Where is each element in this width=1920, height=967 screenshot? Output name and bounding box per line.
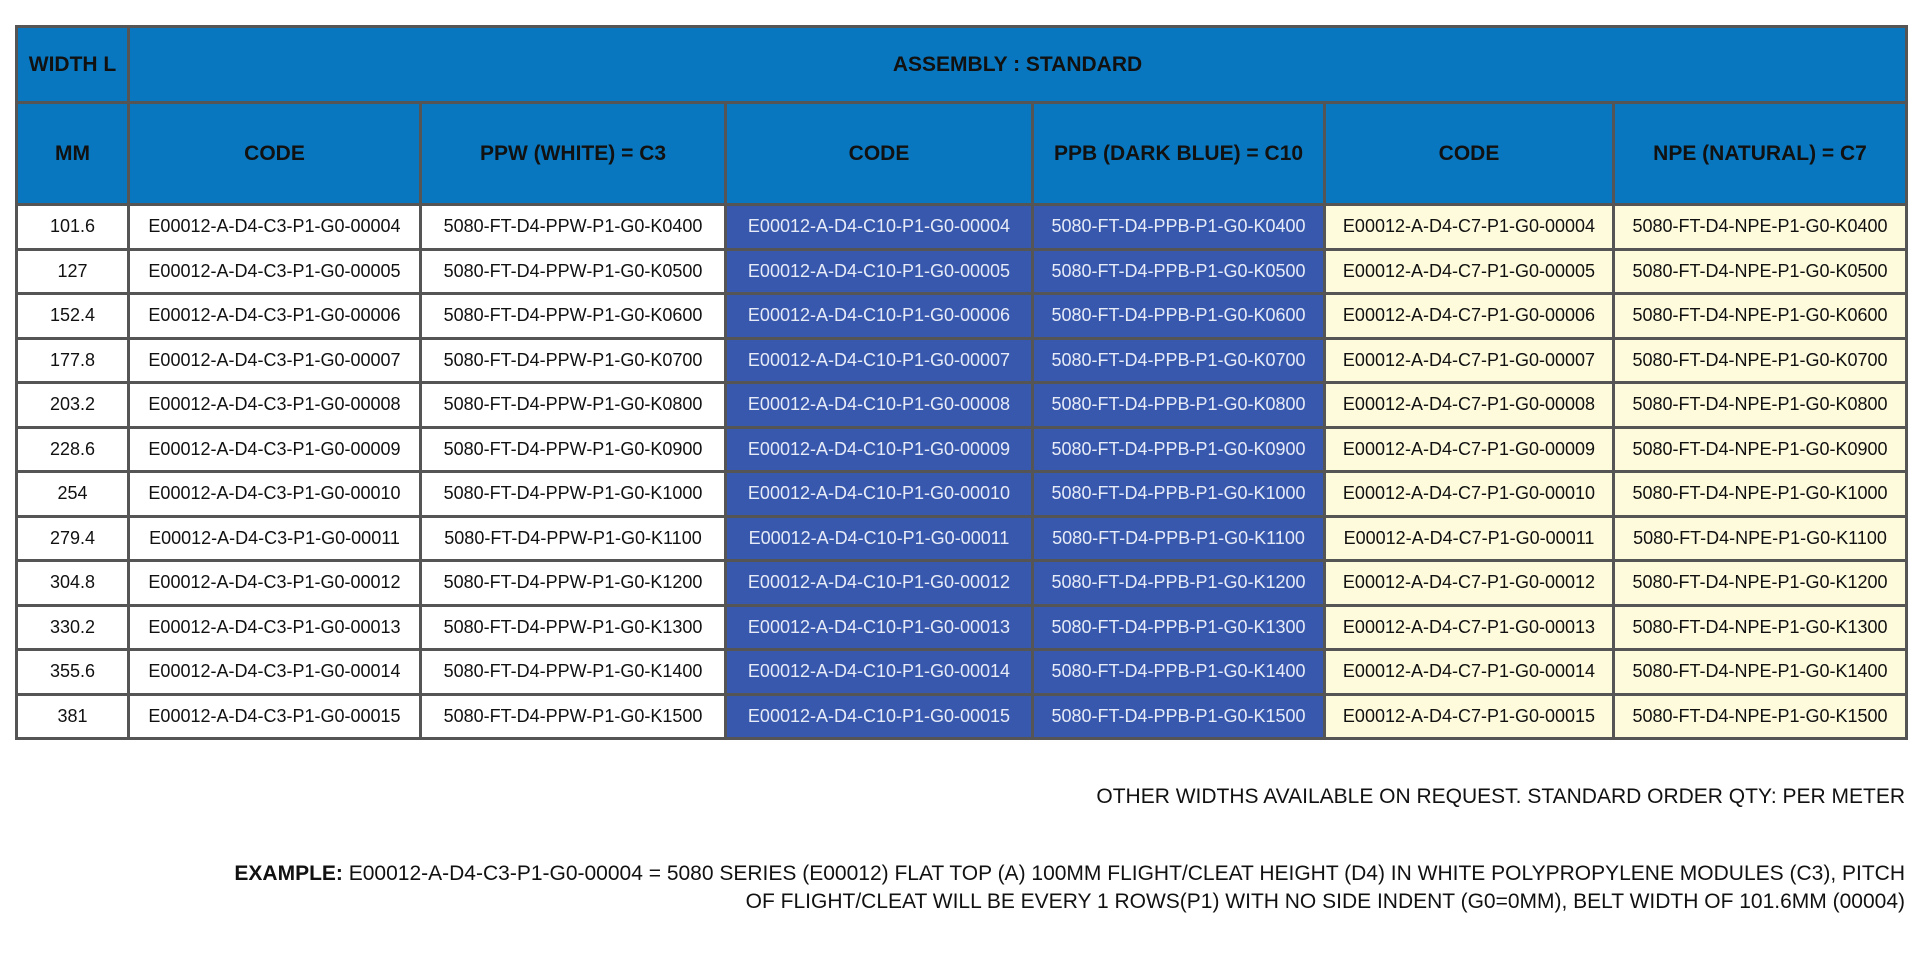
ppw-part-cell: 5080-FT-D4-PPW-P1-G0-K1400 [421,650,726,695]
table-row [17,338,1907,383]
ppb-part-cell: 5080-FT-D4-PPB-P1-G0-K1400 [1033,650,1325,695]
ppw-part-cell: 5080-FT-D4-PPW-P1-G0-K1100 [421,516,726,561]
natural-code-cell: E00012-A-D4-C7-P1-G0-00011 [1325,516,1614,561]
column-header-code-white: CODE [129,103,421,205]
table-row [17,383,1907,428]
assembly-header: ASSEMBLY : STANDARD [129,27,1907,103]
column-header-code-natural: CODE [1325,103,1614,205]
white-code-cell: E00012-A-D4-C3-P1-G0-00015 [129,694,421,739]
ppb-part-cell: 5080-FT-D4-PPB-P1-G0-K1100 [1033,516,1325,561]
blue-code-cell: E00012-A-D4-C10-P1-G0-00010 [726,472,1033,517]
white-code-cell: E00012-A-D4-C3-P1-G0-00005 [129,249,421,294]
ppb-part-cell: 5080-FT-D4-PPB-P1-G0-K1200 [1033,561,1325,606]
width-mm-cell: 254 [17,472,129,517]
table-row [17,694,1907,739]
npe-part-cell: 5080-FT-D4-NPE-P1-G0-K1300 [1614,605,1907,650]
npe-part-cell: 5080-FT-D4-NPE-P1-G0-K0500 [1614,249,1907,294]
width-mm-cell: 304.8 [17,561,129,606]
npe-part-cell: 5080-FT-D4-NPE-P1-G0-K1400 [1614,650,1907,695]
column-header-npe: NPE (NATURAL) = C7 [1614,103,1907,205]
natural-code-cell: E00012-A-D4-C7-P1-G0-00007 [1325,338,1614,383]
ppw-part-cell: 5080-FT-D4-PPW-P1-G0-K0900 [421,427,726,472]
width-mm-cell: 355.6 [17,650,129,695]
npe-part-cell: 5080-FT-D4-NPE-P1-G0-K0900 [1614,427,1907,472]
blue-code-cell: E00012-A-D4-C10-P1-G0-00011 [726,516,1033,561]
example-label: EXAMPLE: [234,862,343,885]
natural-code-cell: E00012-A-D4-C7-P1-G0-00006 [1325,294,1614,339]
width-mm-cell: 101.6 [17,205,129,250]
ppw-part-cell: 5080-FT-D4-PPW-P1-G0-K0400 [421,205,726,250]
table-row [17,650,1907,695]
ppb-part-cell: 5080-FT-D4-PPB-P1-G0-K0500 [1033,249,1325,294]
white-code-cell: E00012-A-D4-C3-P1-G0-00009 [129,427,421,472]
ppb-part-cell: 5080-FT-D4-PPB-P1-G0-K0600 [1033,294,1325,339]
ppw-part-cell: 5080-FT-D4-PPW-P1-G0-K1300 [421,605,726,650]
npe-part-cell: 5080-FT-D4-NPE-P1-G0-K0400 [1614,205,1907,250]
width-header: WIDTH L [17,27,129,103]
blue-code-cell: E00012-A-D4-C10-P1-G0-00007 [726,338,1033,383]
blue-code-cell: E00012-A-D4-C10-P1-G0-00015 [726,694,1033,739]
table-row [17,605,1907,650]
header-row-columns [17,103,1907,205]
npe-part-cell: 5080-FT-D4-NPE-P1-G0-K0600 [1614,294,1907,339]
ppb-part-cell: 5080-FT-D4-PPB-P1-G0-K1000 [1033,472,1325,517]
natural-code-cell: E00012-A-D4-C7-P1-G0-00010 [1325,472,1614,517]
table-row [17,205,1907,250]
white-code-cell: E00012-A-D4-C3-P1-G0-00007 [129,338,421,383]
blue-code-cell: E00012-A-D4-C10-P1-G0-00006 [726,294,1033,339]
ppb-part-cell: 5080-FT-D4-PPB-P1-G0-K0400 [1033,205,1325,250]
white-code-cell: E00012-A-D4-C3-P1-G0-00014 [129,650,421,695]
column-header-mm: MM [17,103,129,205]
width-mm-cell: 203.2 [17,383,129,428]
ppw-part-cell: 5080-FT-D4-PPW-P1-G0-K1200 [421,561,726,606]
ppw-part-cell: 5080-FT-D4-PPW-P1-G0-K0800 [421,383,726,428]
natural-code-cell: E00012-A-D4-C7-P1-G0-00013 [1325,605,1614,650]
table-row [17,472,1907,517]
ppb-part-cell: 5080-FT-D4-PPB-P1-G0-K1500 [1033,694,1325,739]
white-code-cell: E00012-A-D4-C3-P1-G0-00013 [129,605,421,650]
npe-part-cell: 5080-FT-D4-NPE-P1-G0-K0700 [1614,338,1907,383]
ppb-part-cell: 5080-FT-D4-PPB-P1-G0-K1300 [1033,605,1325,650]
npe-part-cell: 5080-FT-D4-NPE-P1-G0-K0800 [1614,383,1907,428]
table-row [17,516,1907,561]
ppb-part-cell: 5080-FT-D4-PPB-P1-G0-K0900 [1033,427,1325,472]
blue-code-cell: E00012-A-D4-C10-P1-G0-00012 [726,561,1033,606]
ppb-part-cell: 5080-FT-D4-PPB-P1-G0-K0700 [1033,338,1325,383]
natural-code-cell: E00012-A-D4-C7-P1-G0-00009 [1325,427,1614,472]
blue-code-cell: E00012-A-D4-C10-P1-G0-00008 [726,383,1033,428]
table-row [17,294,1907,339]
column-header-code-blue: CODE [726,103,1033,205]
blue-code-cell: E00012-A-D4-C10-P1-G0-00004 [726,205,1033,250]
width-mm-cell: 228.6 [17,427,129,472]
blue-code-cell: E00012-A-D4-C10-P1-G0-00013 [726,605,1033,650]
width-mm-cell: 127 [17,249,129,294]
natural-code-cell: E00012-A-D4-C7-P1-G0-00005 [1325,249,1614,294]
natural-code-cell: E00012-A-D4-C7-P1-G0-00008 [1325,383,1614,428]
table-row [17,561,1907,606]
natural-code-cell: E00012-A-D4-C7-P1-G0-00004 [1325,205,1614,250]
ppw-part-cell: 5080-FT-D4-PPW-P1-G0-K0500 [421,249,726,294]
ppw-part-cell: 5080-FT-D4-PPW-P1-G0-K0600 [421,294,726,339]
width-mm-cell: 381 [17,694,129,739]
white-code-cell: E00012-A-D4-C3-P1-G0-00006 [129,294,421,339]
product-code-table [15,25,1908,740]
ppw-part-cell: 5080-FT-D4-PPW-P1-G0-K1000 [421,472,726,517]
column-header-ppb: PPB (DARK BLUE) = C10 [1033,103,1325,205]
width-mm-cell: 330.2 [17,605,129,650]
white-code-cell: E00012-A-D4-C3-P1-G0-00012 [129,561,421,606]
npe-part-cell: 5080-FT-D4-NPE-P1-G0-K1100 [1614,516,1907,561]
natural-code-cell: E00012-A-D4-C7-P1-G0-00014 [1325,650,1614,695]
table-row [17,427,1907,472]
white-code-cell: E00012-A-D4-C3-P1-G0-00004 [129,205,421,250]
example-text: E00012-A-D4-C3-P1-G0-00004 = 5080 SERIES (E00012) FLAT TOP (A) 100MM FLIGHT/CLEAT HEIGHT (D4) IN WHITE POLYPROPYLENE MODULES (C3), PITCH OF FLIGHT/CLEAT WILL BE EVERY 1 ROWS(P1) WITH NO SIDE INDENT (G0=0MM), BELT WIDTH OF 101.6MM (00004) [342,862,1905,913]
ppb-part-cell: 5080-FT-D4-PPB-P1-G0-K0800 [1033,383,1325,428]
natural-code-cell: E00012-A-D4-C7-P1-G0-00012 [1325,561,1614,606]
blue-code-cell: E00012-A-D4-C10-P1-G0-00014 [726,650,1033,695]
npe-part-cell: 5080-FT-D4-NPE-P1-G0-K1200 [1614,561,1907,606]
width-mm-cell: 152.4 [17,294,129,339]
width-mm-cell: 279.4 [17,516,129,561]
column-header-ppw: PPW (WHITE) = C3 [421,103,726,205]
white-code-cell: E00012-A-D4-C3-P1-G0-00010 [129,472,421,517]
width-mm-cell: 177.8 [17,338,129,383]
npe-part-cell: 5080-FT-D4-NPE-P1-G0-K1500 [1614,694,1907,739]
natural-code-cell: E00012-A-D4-C7-P1-G0-00015 [1325,694,1614,739]
blue-code-cell: E00012-A-D4-C10-P1-G0-00009 [726,427,1033,472]
npe-part-cell: 5080-FT-D4-NPE-P1-G0-K1000 [1614,472,1907,517]
example-note [205,860,1905,916]
white-code-cell: E00012-A-D4-C3-P1-G0-00011 [129,516,421,561]
availability-note: OTHER WIDTHS AVAILABLE ON REQUEST. STANDARD ORDER QTY: PER METER [1096,785,1905,808]
ppw-part-cell: 5080-FT-D4-PPW-P1-G0-K0700 [421,338,726,383]
white-code-cell: E00012-A-D4-C3-P1-G0-00008 [129,383,421,428]
table-body [17,205,1907,739]
blue-code-cell: E00012-A-D4-C10-P1-G0-00005 [726,249,1033,294]
ppw-part-cell: 5080-FT-D4-PPW-P1-G0-K1500 [421,694,726,739]
header-row-top [17,27,1907,103]
table-row [17,249,1907,294]
